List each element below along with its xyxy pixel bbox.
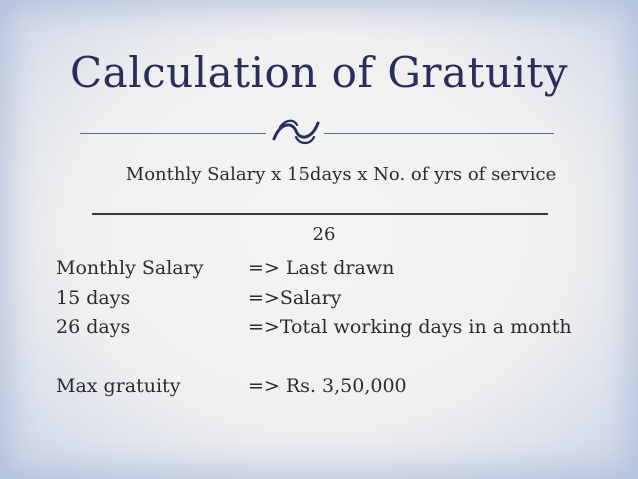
definition-term: 15 days (56, 287, 131, 309)
definition-term: Max gratuity (56, 375, 181, 397)
title-divider-left (80, 133, 266, 134)
title-divider-right (324, 133, 554, 134)
formula-numerator: Monthly Salary x 15days x No. of yrs of service (125, 164, 557, 185)
swirl-ornament-icon (270, 113, 322, 149)
slide-title: Calculation of Gratuity (70, 48, 568, 97)
definition-term: 26 days (56, 316, 131, 338)
fraction-bar (92, 213, 548, 215)
definition-meaning: => Rs. 3,50,000 (248, 375, 407, 397)
formula-denominator: 26 (312, 224, 336, 245)
definition-meaning: =>Salary (248, 287, 342, 309)
definition-meaning: =>Total working days in a month (248, 316, 572, 338)
definition-meaning: => Last drawn (248, 257, 395, 279)
definition-term: Monthly Salary (56, 257, 204, 279)
